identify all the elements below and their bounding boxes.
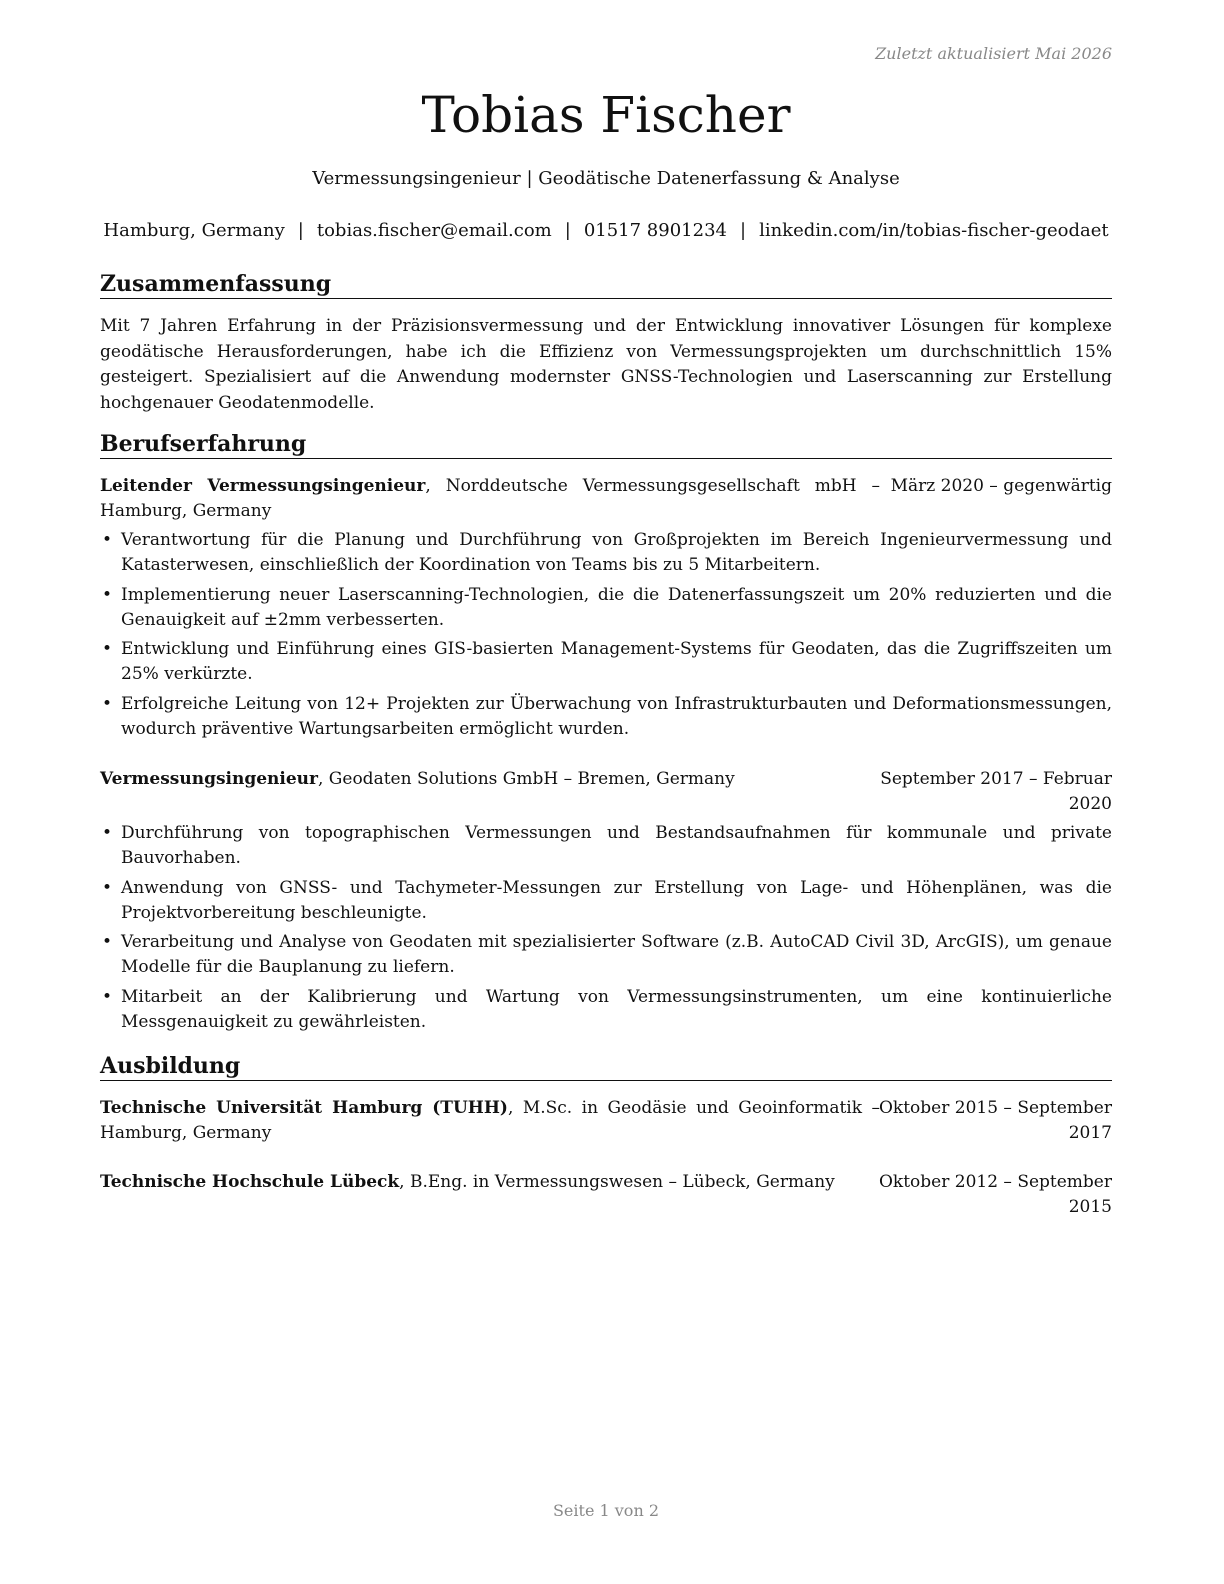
job-title-line [100, 474, 880, 524]
job-bullets [100, 528, 1112, 742]
contact-location: Hamburg, Germany [103, 220, 285, 241]
education-detail: , B.Eng. in Vermessungswesen – Lübeck, Germany [399, 1172, 835, 1192]
list-item: • Verarbeitung und Analyse von Geodaten mit spezialisierter Software (z.B. AutoCAD Civil 3D, ArcGIS), um genaue Modelle für die Bauplanung zu liefern. [100, 930, 1112, 980]
education-entry [100, 1170, 1112, 1217]
contact-email[interactable]: tobias.fischer@email.com [316, 220, 552, 241]
education-dates: Oktober 2012 – September 2015 [878, 1172, 1112, 1217]
job-header [100, 767, 1112, 814]
list-item: • Durchführung von topographischen Vermessungen und Bestandsaufnahmen für kommunale und private Bauvorhaben. [100, 821, 1112, 871]
section-title-education: Ausbildung [100, 1052, 1112, 1081]
contact-separator: | [564, 220, 571, 241]
page-number: Seite 1 von 2 [552, 1501, 660, 1520]
last-updated: Zuletzt aktualisiert Mai 2026 [875, 44, 1112, 63]
section-title-experience: Berufserfahrung [100, 430, 1112, 459]
list-item: • Verantwortung für die Planung und Durchführung von Großprojekten im Bereich Ingenieurvermessung und Katasterwesen, einschließlich der Koordination von Teams bis zu 5 Mitarbeitern. [100, 528, 1112, 578]
education-detail: , M.Sc. in Geodäsie und Geoinformatik – Hamburg, Germany [100, 1098, 881, 1143]
job-dates: März 2020 – gegenwärtig [890, 476, 1112, 496]
summary-text: Mit 7 Jahren Erfahrung in der Präzisionsvermessung und der Entwicklung innovativer Lösungen für komplexe geodätische Herausforderungen, habe ich die Effizienz von Vermessungsprojekten um durchschnittlich 15% gesteigert. Spezialisiert auf die Anwendung modernster GNSS-Technologien und Laserscanning zur Erstellung hochgenauer Geodatenmodelle. [100, 316, 1112, 413]
list-item: • Erfolgreiche Leitung von 12+ Projekten zur Überwachung von Infrastrukturbauten und Deformationsmessungen, wodurch präventive Wartungsarbeiten ermöglicht wurden. [100, 692, 1112, 742]
section-title-summary: Zusammenfassung [100, 270, 1112, 299]
education-title-line [100, 1170, 880, 1195]
list-item: • Implementierung neuer Laserscanning-Technologien, die die Datenerfassungszeit um 20% reduzierten und die Genauigkeit auf ±2mm verbesserten. [100, 583, 1112, 633]
contact-line [70, 219, 1142, 243]
job-header [100, 474, 1112, 524]
list-item: • Entwicklung und Einführung eines GIS-basierten Management-Systems für Geodaten, das die Zugriffszeiten um 25% verkürzte. [100, 637, 1112, 687]
list-item: • Mitarbeit an der Kalibrierung und Wartung von Vermessungsinstrumenten, um eine kontinuierliche Messgenauigkeit zu gewährleisten. [100, 985, 1112, 1035]
job-entry [100, 474, 1112, 746]
education-title-line [100, 1096, 880, 1146]
education-entry [100, 1096, 1112, 1146]
contact-linkedin[interactable]: linkedin.com/in/tobias-fischer-geodaet [759, 220, 1109, 241]
education-school: Technische Universität Hamburg (TUHH) [100, 1098, 508, 1118]
list-item: • Anwendung von GNSS- und Tachymeter-Messungen zur Erstellung von Lage- und Höhenplänen, was die Projektvorbereitung beschleunigte. [100, 876, 1112, 926]
job-bullets [100, 821, 1112, 1035]
job-dates: September 2017 – Februar 2020 [880, 769, 1112, 814]
job-title-line [100, 767, 880, 792]
contact-phone[interactable]: 01517 8901234 [583, 220, 727, 241]
job-company: , Geodaten Solutions GmbH – Bremen, Germany [318, 769, 735, 789]
job-entry [100, 767, 1112, 1039]
resume-page [100, 0, 1112, 1584]
candidate-name: Tobias Fischer [421, 86, 791, 144]
education-school: Technische Hochschule Lübeck [100, 1172, 400, 1192]
job-role: Leitender Vermessungsingenieur [100, 476, 426, 496]
education-dates: Oktober 2015 – September 2017 [878, 1098, 1112, 1143]
contact-separator: | [739, 220, 747, 241]
contact-separator: | [297, 220, 304, 241]
headline: Vermessungsingenieur | Geodätische Datenerfassung & Analyse [312, 168, 900, 189]
job-role: Vermessungsingenieur [100, 769, 318, 789]
job-company: , Norddeutsche Vermessungsgesellschaft mbH – Hamburg, Germany [100, 476, 880, 521]
